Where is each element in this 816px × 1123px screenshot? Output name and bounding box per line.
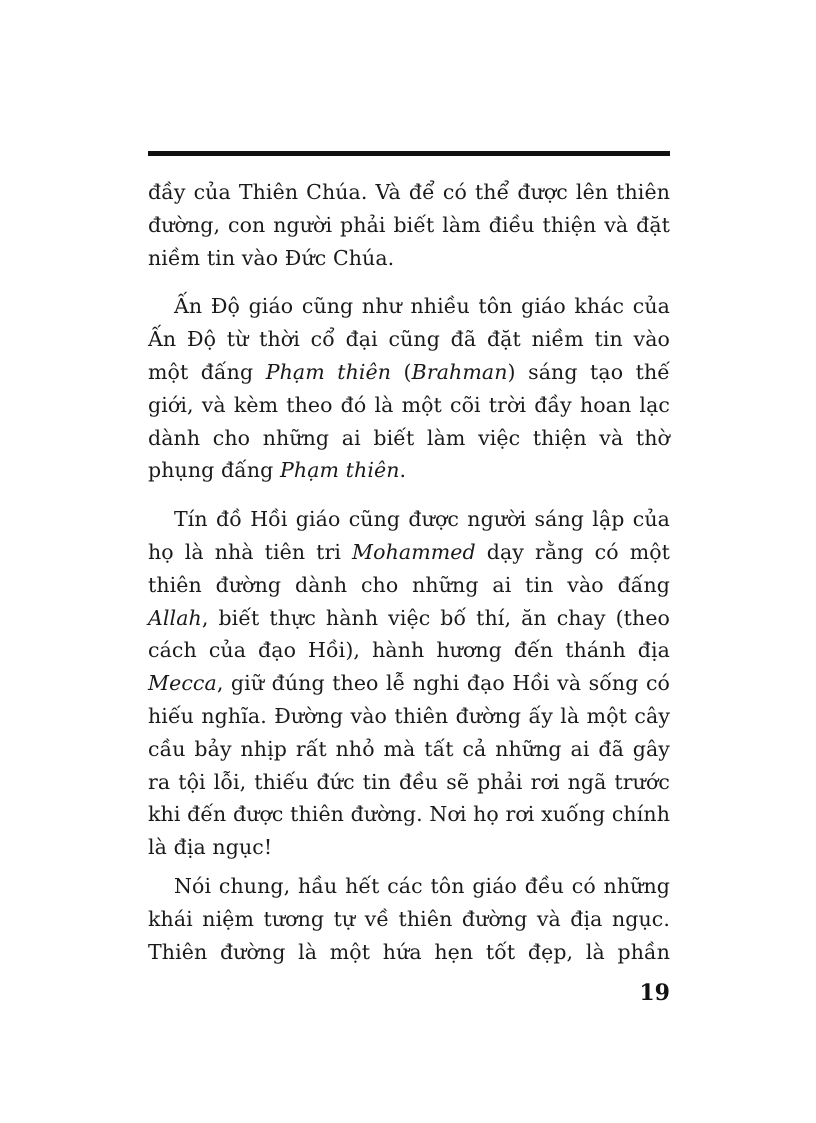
text-line: [148, 176, 670, 209]
text-run: đường, con người phải biết làm điều thiện và đặt: [148, 212, 670, 237]
text-line: [148, 422, 670, 455]
italic-term: Phạm thiên: [280, 458, 400, 483]
italic-term: Mecca: [148, 671, 217, 696]
text-run: cách của đạo Hồi), hành hương đến thánh địa: [148, 638, 670, 663]
text-run: , giữ đúng theo lễ nghi đạo Hồi và sống có: [216, 671, 670, 696]
text-run: ra tội lỗi, thiếu đức tin đều sẽ phải rơi ngã trước: [148, 769, 670, 794]
text-run: khái niệm tương tự về thiên đường và địa ngục.: [148, 906, 670, 931]
text-run: phụng đấng: [148, 458, 280, 483]
text-run: giới, và kèm theo đó là một cõi trời đầy hoan lạc: [148, 392, 670, 417]
text-line: [148, 667, 670, 700]
text-line: [148, 602, 670, 635]
text-run: ) sáng tạo thế: [507, 359, 670, 384]
text-run: niềm tin vào Đức Chúa.: [148, 245, 395, 270]
text-run: Nói chung, hầu hết các tôn giáo đều có những: [174, 873, 670, 898]
italic-term: Brahman: [411, 359, 508, 384]
text-run: một đấng: [148, 359, 266, 384]
text-line: [148, 798, 670, 831]
page-number: 19: [639, 980, 670, 1006]
text-line: [148, 634, 670, 667]
text-line: [148, 323, 670, 356]
text-line: [148, 242, 670, 275]
text-run: Thiên đường là một hứa hẹn tốt đẹp, là phần: [148, 939, 670, 964]
italic-term: Phạm thiên: [265, 359, 392, 384]
text-run: (: [391, 359, 412, 384]
text-line: [148, 389, 670, 422]
paragraph: [148, 870, 670, 968]
text-run: họ là nhà tiên tri: [148, 539, 353, 564]
body-text: [148, 176, 670, 968]
text-run: cầu bảy nhịp rất nhỏ mà tất cả những ai đã gây: [148, 736, 670, 761]
text-run: Ấn Độ giáo cũng như nhiều tôn giáo khác của: [174, 294, 670, 319]
text-run: Ấn Độ từ thời cổ đại cũng đã đặt niềm tin vào: [148, 327, 670, 352]
text-run: đầy của Thiên Chúa. Và để có thể được lên thiên: [148, 180, 670, 204]
text-line: [148, 209, 670, 242]
text-run: khi đến được thiên đường. Nơi họ rơi xuống chính: [148, 802, 670, 827]
paragraph: [148, 290, 670, 487]
text-line: [148, 503, 670, 536]
text-run: dạy rằng có một: [475, 539, 671, 564]
text-run: thiên đường dành cho những ai tin vào đấng: [148, 572, 670, 597]
text-line: [148, 569, 670, 602]
text-run: .: [399, 458, 407, 483]
text-line: [148, 831, 670, 864]
text-run: dành cho những ai biết làm việc thiện và thờ: [148, 425, 670, 450]
text-line: [148, 700, 670, 733]
text-run: hiếu nghĩa. Đường vào thiên đường ấy là một cây: [148, 703, 670, 728]
text-line: [148, 870, 670, 903]
header-rule: [148, 151, 670, 156]
text-line: [148, 733, 670, 766]
text-run: Tín đồ Hồi giáo cũng được người sáng lập của: [174, 507, 670, 532]
text-line: [148, 936, 670, 969]
text-run: là địa ngục!: [148, 835, 273, 860]
text-line: [148, 356, 670, 389]
italic-term: Allah: [148, 605, 202, 630]
text-line: [148, 454, 670, 487]
paragraph: [148, 503, 670, 864]
text-line: [148, 536, 670, 569]
text-line: [148, 766, 670, 799]
text-run: , biết thực hành việc bố thí, ăn chay (theo: [201, 605, 670, 630]
text-line: [148, 903, 670, 936]
paragraph: [148, 176, 670, 274]
text-line: [148, 290, 670, 323]
italic-term: Mohammed: [352, 539, 476, 564]
